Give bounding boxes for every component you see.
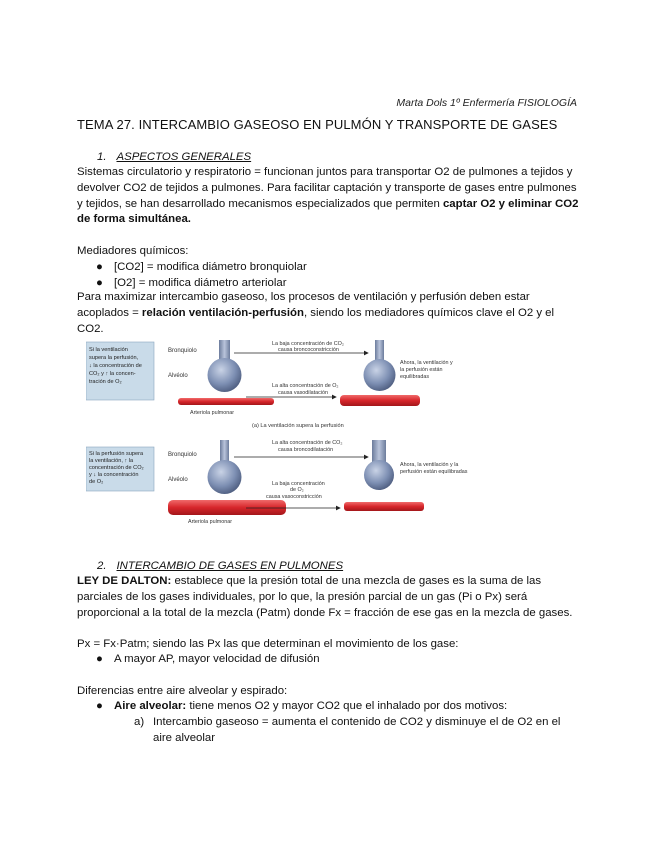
sub-item-a-line2: aire alveolar — [153, 732, 216, 744]
panel-a-bronquiolo-label: Bronquiolo — [168, 348, 197, 354]
panel-b-alveolus-right — [364, 460, 394, 490]
panel-a-box-line: ↓ la concentración de — [89, 363, 142, 369]
page-header-author: Marta Dols 1º Enfermería FISIOLOGÍA — [396, 97, 577, 109]
panel-b-bottom-caption: de O₂ — [290, 487, 304, 493]
section-1-paragraph-1 — [77, 165, 582, 228]
section-2-heading — [97, 560, 343, 572]
formula-line: Px = Fx·Patm; siendo las Px las que determinan el movimiento de los gase: — [77, 638, 459, 650]
bullet-icon: ● — [96, 653, 103, 665]
panel-b-box-line: y ↓ la concentración — [89, 472, 139, 478]
panel-b-arteriole-left — [168, 500, 286, 515]
diferencias-line: Diferencias entre aire alveolar y espirado: — [77, 685, 288, 697]
panel-a-bottom-caption: causa vasodilatación — [278, 390, 329, 396]
dalton-label: LEY DE DALTON: — [77, 575, 172, 587]
panel-b-arteriola-label: Arteriola pulmonar — [188, 519, 233, 525]
figure-svg — [86, 340, 501, 530]
panel-b-right-caption: Ahora, la ventilación y la — [400, 462, 459, 468]
panel-b-box-line: de O₂ — [89, 479, 104, 485]
panel-a-box-line: supera la perfusión, — [89, 355, 139, 361]
panel-b-alveolo-label: Alvéolo — [168, 477, 188, 483]
panel-b-box-line: la ventilación, ↑ la — [89, 458, 134, 464]
panel-a-box-line: CO₂ y ↑ la concen- — [89, 371, 136, 377]
panel-b-right-caption: perfusión están equilibradas — [400, 469, 468, 475]
section-1-paragraph-2 — [77, 290, 582, 337]
panel-a-subcaption: (a) La ventilación supera la perfusión — [252, 423, 344, 429]
sub-item-a-marker: a) — [134, 716, 145, 728]
ventilation-perfusion-figure — [86, 340, 501, 530]
panel-b-arteriole-right — [344, 502, 424, 511]
section-2-number: 2. — [97, 560, 107, 572]
panel-b-top-caption: La alta concentración de CO₂ — [272, 440, 343, 446]
panel-a-right-caption: equilibradas — [400, 374, 430, 380]
paragraph-2-bold: relación ventilación-perfusión — [141, 306, 304, 319]
panel-b-bottom-caption: La baja concentración — [272, 481, 325, 487]
panel-a-arteriole-left — [178, 398, 274, 405]
section-1-title: ASPECTOS GENERALES — [116, 151, 252, 163]
page-title: TEMA 27. INTERCAMBIO GASEOSO EN PULMÓN Y TRANSPORTE DE GASES — [77, 117, 558, 132]
panel-a-arteriola-label: Arteriola pulmonar — [190, 410, 235, 416]
paragraph-1-bold: captar O2 y eliminar CO2 de forma simultánea. — [77, 197, 579, 226]
panel-a-right-caption: Ahora, la ventilación y — [400, 360, 453, 366]
paragraph-2-tail: , siendo los mediadores químicos clave el O2 y el CO2. — [77, 306, 555, 335]
panel-b-bronquiolo-label: Bronquiolo — [168, 452, 197, 458]
panel-b-box-line: Si la perfusión supera — [89, 451, 144, 457]
panel-a-top-caption: causa broncoconstricción — [278, 347, 339, 353]
dalton-text: establece que la presión total de una mezcla de gases es la suma de las parciales de los gases individuales, por lo que, la presión parcial de un gas (Pi o Px) será proporcional a la total de la mezcla (Patm) donde Fx = fracción de ese gas en la mezcla de gases. — [77, 575, 573, 619]
panel-a-top-caption: La baja concentración de CO₂ — [272, 341, 344, 347]
panel-a-alveolus-left — [208, 358, 242, 392]
sub-item-a-line1: Intercambio gaseoso = aumenta el contenido de CO2 y disminuye el de O2 en el — [153, 716, 561, 728]
panel-b-alveolus-left — [208, 460, 242, 494]
panel-a-box-line: tración de O₂ — [89, 379, 122, 385]
paragraph-2-text: Para maximizar intercambio gaseoso, los procesos de ventilación y perfusión deben estar acoplados = — [77, 291, 530, 319]
panel-b-bottom-caption: causa vasoconstricción — [266, 494, 322, 500]
bullet-text: A mayor AP, mayor velocidad de difusión — [114, 653, 320, 665]
panel-a-box-line: Si la ventilación — [89, 347, 128, 353]
bullet-icon: ● — [96, 700, 103, 712]
list-item — [96, 652, 320, 668]
panel-a-arteriole-right — [340, 395, 420, 406]
panel-a-bottom-caption: La alta concentración de O₂ — [272, 383, 339, 389]
aire-alveolar-label: Aire alveolar: — [114, 700, 187, 712]
bullet-icon: ● — [96, 277, 103, 289]
panel-a-alveolo-label: Alvéolo — [168, 373, 188, 379]
section-2-title: INTERCAMBIO DE GASES EN PULMONES — [116, 560, 344, 572]
panel-a-right-caption: la perfusión están — [400, 367, 443, 373]
mediadores-title: Mediadores químicos: — [77, 245, 189, 257]
bullet-text: [O2] = modifica diámetro arteriolar — [114, 277, 287, 289]
dalton-paragraph — [77, 574, 582, 621]
panel-a-alveolus-right — [364, 359, 396, 391]
panel-b-box-line: concentración de CO₂ — [89, 465, 144, 471]
bullet-text: [CO2] = modifica diámetro bronquiolar — [114, 261, 307, 273]
paragraph-1-text: Sistemas circulatorio y respiratorio = funcionan juntos para transportar O2 de pulmones a tejidos y devolver CO2 de tejidos a pulmones. Para facilitar captación y transporte de gases entre pulmones y tejidos, se han desarrollado mecanismos especializados que permiten — [77, 166, 577, 210]
list-item — [96, 260, 307, 276]
list-item — [96, 699, 507, 715]
aire-alveolar-text: tiene menos O2 y mayor CO2 que el inhalado por dos motivos: — [186, 700, 508, 712]
panel-b-top-caption: causa broncodilatación — [278, 447, 334, 453]
section-1-number: 1. — [97, 151, 107, 163]
section-1-heading — [97, 151, 251, 163]
bullet-icon: ● — [96, 261, 103, 273]
